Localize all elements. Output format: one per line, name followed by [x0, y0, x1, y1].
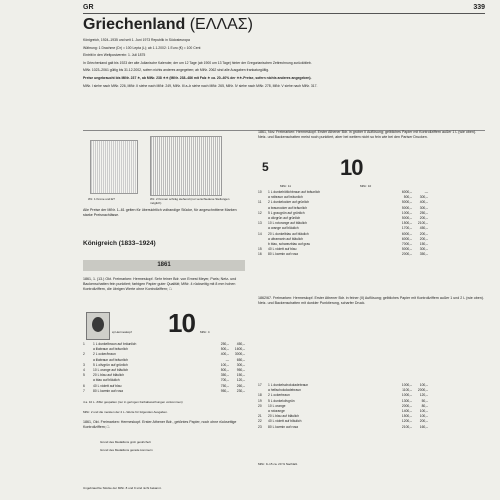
price-unused: 2000,– [401, 252, 412, 257]
price-used: 120,– [419, 393, 428, 398]
table-footnote: MiNr. 9–15 ca. 20 % Nachlaß. [258, 462, 298, 466]
catalog-number: 7 [83, 388, 85, 393]
price-used: 120,– [236, 378, 245, 383]
catalog-number: 12 [258, 210, 262, 215]
price-unused: 2000,– [401, 403, 412, 408]
price-unused: 5000,– [401, 205, 412, 210]
price-unused: 1000,– [401, 210, 412, 215]
stamp-description: a lilabraun auf bräunlich [93, 347, 129, 352]
price-used: 100,– [419, 414, 428, 419]
stamp-description: a olivgrün auf grünlich [268, 216, 301, 221]
price-used: 100,– [419, 409, 428, 414]
stamp-caption: a) Hermeskopf [112, 330, 132, 334]
stamp-description: 2 L ocker/braun [93, 352, 116, 357]
control-numeral: 10 [340, 155, 363, 180]
price-used: 300,– [419, 205, 428, 210]
stamp-description: 1 L dunkelbraun auf bräunlich [93, 342, 137, 346]
price-used: 200,– [419, 236, 428, 241]
hermes-stamp-image [86, 312, 110, 340]
stamp-description: 80 L karmin auf rosa [268, 252, 298, 257]
catalog-number: 18 [258, 393, 262, 398]
intro-line: In Griechenland galt bis 1923 der alte Julianische Kalender, der um 12 Tage (ab 1900 um 13 Tage) hinter der Gregorianischen Zeitrechnung zurückblieb. [83, 60, 312, 65]
price-used: 160,– [419, 424, 428, 429]
stamp-description: 10 L orange auf bläulich [93, 368, 129, 373]
issue-heading: 1861, 1. (13.) Okt. Freimarken: Hermeskopf. Sehr feiner Bdr. von Ernest Meyer, Paris; Netz- und Backenschatten fein punktiert; farbigen Papier guter Qualität; MiNr. 4 rückseitig mit 8 mm hohen Kontrollziffern, die übrigen Werte ohne Kontrollziffern; □. [83, 277, 237, 291]
catalog-number: 20 [258, 403, 262, 408]
price-unused: 5000,– [401, 216, 412, 221]
stamp-description: 5 L graugrün auf grünlich [268, 210, 305, 215]
title-main: Griechenland [83, 16, 186, 33]
section-heading: Königreich (1833–1924) [83, 240, 156, 247]
price-unused: 5000,– [401, 247, 412, 252]
price-unused: 7000,– [401, 242, 412, 247]
watermark-caption-a: Wz. 1 Krone und ET [88, 197, 116, 201]
country-code: GR [83, 4, 94, 11]
variety-line: Grund des Medaillons gerade kommern [100, 448, 153, 452]
price-unused: — [225, 357, 229, 362]
price-used: 80,– [421, 403, 428, 408]
table-footnote: Ungebrauchte Stücke der MiNr. 8 und 9 sind nicht bekannt. [83, 486, 162, 490]
table-row [258, 252, 428, 257]
price-used: — [424, 190, 428, 194]
title-greek: (ΕΛΛΑΣ) [189, 16, 253, 33]
price-used: 450,– [236, 342, 245, 346]
price-table [83, 342, 245, 394]
stamp-description: 40 L violett auf blau [268, 247, 297, 252]
price-used: 950,– [236, 368, 245, 373]
page-number: 339 [473, 4, 485, 11]
intro-text [83, 38, 483, 91]
stamp-description: 1 L dunkelrötlichbraun auf bräunlich [268, 190, 321, 194]
issue-heading: 1862/67. Freimarken: Hermeskopf. Erster Athener Bdr. in feiner (II) Auflösung; gelbliches Papier mit Kontrollziffern außer 1 und 2 L (wie oben). Netz- und Backenschatten mit dunkler Punktierung, scharfer Druck. [258, 296, 484, 305]
catalog-number: 5 [83, 373, 85, 378]
intro-line: MiNr. 1023–2061 gültig bis 31.12.2002, sofern nichts anderes angegeben; ab MiNr. 2062 sind alle Ausgaben frankaturgültig. [83, 68, 270, 73]
stamp-description: a lilabraun auf bräunlich [93, 357, 129, 362]
price-table [258, 383, 428, 430]
page-title [83, 16, 253, 34]
price-unused: 1300,– [401, 398, 412, 403]
price-used: 300,– [236, 362, 245, 367]
stamp-description: a rotorange [268, 409, 285, 414]
stamp-description: 20 L blau auf bläulich [93, 373, 125, 378]
intro-line: Währung: 1 Drachme (Dr) = 100 Lepta (L); ab 1.1.2002: 1 Euro (€) = 100 Cent [83, 45, 201, 50]
price-used: 450,– [419, 226, 428, 231]
issue-heading: 1861, Okt. Freimarken: Hermeskopf. Erster Athener Bdr., getöntes Papier, noch ohne rückseitige Kontrollziffern; □. [83, 420, 237, 429]
stamp-description: 80 L karmin auf rosa [268, 424, 298, 429]
stamp-description: a orange auf bläulich [268, 226, 299, 231]
price-unused: 500,– [403, 195, 412, 200]
catalog-number: 13 [258, 221, 262, 226]
stamp-description: 5 L olivgrün auf grünlich [93, 362, 128, 367]
catalog-number: 10 [258, 190, 262, 194]
catalog-number: 16 [258, 252, 262, 257]
stamp-description: 5 L dunkelolivgrün [268, 398, 295, 403]
stamp-description: a braunocker auf bräunlich [268, 205, 308, 210]
watermark-caption-b: Wz. 2 Kronen schräg stehend (nur verschiedene Stellungen möglich) [150, 197, 230, 205]
price-used: 200,– [419, 231, 428, 236]
price-unused: 6000,– [401, 236, 412, 241]
price-used: 1600,– [234, 347, 245, 352]
minr-caption: MiNr. 11 [280, 184, 291, 188]
catalog-number: 17 [258, 383, 262, 387]
price-unused: 250,– [220, 342, 229, 346]
catalog-number: 3 [83, 362, 85, 367]
price-used: 2100,– [417, 221, 428, 226]
price-used: 100,– [419, 383, 428, 387]
catalog-number: 22 [258, 419, 262, 424]
stamp-description: 1 L dunkelschokoladebraun [268, 383, 309, 387]
price-used: 250,– [419, 210, 428, 215]
price-used: 3000,– [234, 352, 245, 357]
catalog-number: 23 [258, 424, 262, 429]
stamp-description: b blau, schwarzblau auf grau [268, 242, 311, 247]
stamp-description: 2 L dunkelocker auf grünlich [268, 200, 310, 205]
minr-caption: MiNr. 10 [360, 184, 372, 188]
price-used: 260,– [236, 383, 245, 388]
stamp-description: 40 L violett auf blau [93, 383, 122, 388]
price-unused: 500,– [220, 368, 229, 373]
price-unused: 6000,– [401, 190, 412, 194]
variety-line: Grund des Medaillons grob gestrichelt [100, 440, 151, 444]
stamp-description: a rotbraun auf bräunlich [268, 195, 303, 200]
price-unused: 1700,– [401, 226, 412, 231]
control-numeral: 10 [168, 308, 195, 338]
price-used: 300,– [419, 247, 428, 252]
price-used: 650,– [236, 357, 245, 362]
price-used: 230,– [236, 388, 245, 393]
price-unused: 1000,– [401, 393, 412, 398]
price-note: Alle Preise der MiNr. 1–61 gelten für übersichtlich vollrandige Stücke, für angeschnittene Marken starke Preisnachlässe. [83, 208, 237, 217]
intro-line: Eintritt in den Weltpostverein: 1. Juli 1875 [83, 53, 146, 58]
price-unused: 950,– [220, 388, 229, 393]
issue-heading: 1861, Nov. Freimarken: Hermeskopf. Erster Athener Bdr. in grober II Auflösung; gelbliches Papier mit Kontrollziffern außer 1 L (wie oben). Netz- und Backenschatten meist noch punktiert, aber bei weitem nicht so fein wie bei den Pariser Drucken. [258, 130, 477, 139]
price-unused: 500,– [220, 347, 229, 352]
price-unused: 6000,– [401, 231, 412, 236]
price-used: 150,– [419, 242, 428, 247]
price-unused: 2100,– [401, 424, 412, 429]
stamp-description: 80 L karmin auf rosa [93, 388, 123, 393]
price-unused: 350,– [220, 373, 229, 378]
price-unused: 1400,– [401, 409, 412, 414]
stamp-description: a blau auf bläulich [93, 378, 120, 383]
price-unused: 750,– [220, 383, 229, 388]
price-unused: 1200,– [401, 419, 412, 424]
intro-line: MiNr. I siehe nach MiNr. 226, MiNr. II siehe nach MiNr. 249, MiNr. III a–b siehe nach MiNr. 265, MiNr. IV siehe nach MiNr. 278, MiNr. V siehe nach MiNr. 317. [83, 83, 318, 88]
stamp-description: 40 L violett auf bläulich [268, 419, 302, 424]
stamp-description: 10 L rotorange auf bläulich [268, 221, 307, 226]
intro-line: Königreich, 1924–1935 und seit 1. Juni 1973 Republik in Südosteuropa [83, 38, 190, 42]
stamp-description: 10 L orange [268, 403, 286, 408]
catalog-number: 15 [258, 247, 262, 252]
catalog-number: 19 [258, 398, 262, 403]
price-used: 50,– [421, 398, 428, 403]
price-used: 150,– [236, 373, 245, 378]
catalog-number: 4 [83, 368, 85, 373]
catalog-number: 21 [258, 414, 262, 419]
catalog-number: 11 [258, 200, 262, 205]
price-used: 2000,– [417, 388, 428, 393]
price-unused: 1500,– [401, 221, 412, 226]
price-unused: 5000,– [401, 200, 412, 205]
table-footnote: 4 a. 10 L. Ziffer gespalten (nur in geringen Farbabweichungen vorkommen) [83, 400, 183, 404]
catalog-number: 14 [258, 231, 262, 236]
stamp-description: a ultramarin auf bläulich [268, 236, 304, 241]
catalog-number: 2 [83, 352, 85, 357]
intro-line: Preise ungebraucht bis MiNr. 237 ✶, ab MiNr. 238 ✶✶ (MiNr. 238–486 mit Falz ✶ ca. 20–40% der ✶✶-Preise, sofern nichts anderes angegeben). [83, 75, 312, 80]
stamp-description: 20 L dunkelblau auf bläulich [268, 231, 309, 236]
table-row [258, 425, 428, 430]
price-table [258, 190, 428, 258]
control-numeral: 5 [262, 160, 269, 174]
price-unused: 1100,– [402, 388, 412, 393]
table-row [83, 389, 245, 394]
price-used: 400,– [419, 200, 428, 205]
stamp-description: 2 L ockerbraun [268, 393, 290, 398]
watermark-crowns-illustration [150, 136, 222, 196]
catalog-number: 6 [83, 383, 85, 388]
price-unused: 1500,– [401, 414, 412, 419]
catalog-number: 1 [83, 342, 85, 346]
price-used: 300,– [419, 195, 428, 200]
header-rule [83, 13, 485, 14]
year-label: 1861 [157, 262, 171, 268]
price-unused: 1000,– [401, 383, 412, 387]
price-unused: 700,– [220, 378, 229, 383]
price-unused: 400,– [220, 352, 229, 357]
watermark-crown-illustration [90, 140, 138, 194]
price-used: 350,– [419, 252, 428, 257]
price-used: 200,– [419, 216, 428, 221]
table-footnote: MiNr. 2 und die meisten der 2 L.-Werte für folgenden Ausgaben. [83, 410, 168, 414]
stamp-description: 20 L blau auf bläulich [268, 414, 300, 419]
price-unused: 100,– [220, 362, 229, 367]
minr-caption: MiNr. 4 [200, 330, 210, 334]
price-used: 200,– [419, 419, 428, 424]
stamp-description: a hellschokoladebraun [268, 388, 301, 393]
